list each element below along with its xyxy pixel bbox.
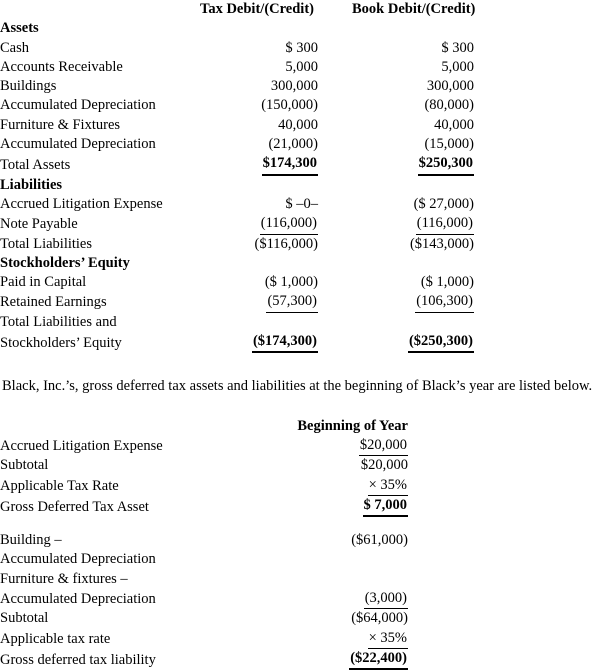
row-value-book: ($ 27,000) [413,195,474,212]
row-value-tax: $ –0– [285,195,318,212]
row-value-tax: $ 300 [285,39,318,56]
header-tail [474,0,600,19]
section-heading-row-liabilities [0,176,600,195]
section-heading-equity: Stockholders’ Equity [0,254,130,271]
table-row [0,570,600,589]
row-value-book: (116,000) [352,214,474,234]
row-value-tax: ($116,000) [254,235,318,252]
table-row [0,456,600,475]
row-label: Accumulated Depreciation [0,136,156,153]
row-value: $20,000 [360,457,408,474]
header-beginning-of-year: Beginning of Year [297,417,408,434]
row-value-book: ($143,000) [409,235,474,252]
table-row-continuation [0,589,600,609]
row-label: Applicable Tax Rate [0,477,119,494]
table-row [0,39,600,58]
table-header-row [0,0,600,19]
row-value-book: (80,000) [424,97,474,114]
row-value: (3,000) [276,589,408,609]
row-value: ($61,000) [351,532,408,549]
table-row [0,292,600,312]
row-label: Retained Earnings [0,294,107,311]
table-row [0,436,600,456]
table-header-row [0,417,600,436]
row-value: $20,000 [276,436,408,456]
row-value-tax: ($ 1,000) [264,274,318,291]
row-value-book [352,313,474,332]
table-row-gross-deferred-tax-liability [0,649,600,670]
row-value: ($22,400) [276,649,408,670]
table-row [0,531,600,550]
row-label: Accounts Receivable [0,58,123,75]
row-value-tax: 300,000 [270,78,318,95]
row-value-book: ($250,300) [352,332,474,353]
row-label: Applicable tax rate [0,630,111,647]
row-value: × 35% [276,476,408,496]
table-row-total-assets [0,154,600,175]
row-value-tax: ($174,300) [196,332,318,353]
table-row-total-liabilities [0,235,600,254]
table-row [0,195,600,214]
row-value-tax: 5,000 [285,58,318,75]
section-heading-assets: Assets [0,20,39,37]
section-heading-row-assets [0,19,600,38]
row-label: Accumulated Depreciation [0,97,156,114]
header-book: Book Debit/(Credit) [352,1,476,17]
row-value-book: 40,000 [434,116,474,133]
row-label: Building – [0,532,62,549]
table-row [0,313,600,332]
table-row [0,96,600,115]
row-label: Gross deferred tax liability [0,651,156,668]
table-row [0,77,600,96]
row-value: $ 7,000 [276,496,408,517]
row-value-tax: (57,300) [196,292,318,312]
row-value-book: 5,000 [441,58,474,75]
narrative-paragraph: Black, Inc.’s, gross deferred tax assets and liabilities at the beginning of Black’s year are listed below. [2,378,593,395]
section-heading-row-equity [0,254,600,273]
row-label: Furniture & fixtures – [0,570,128,587]
row-value-tax: $174,300 [196,154,318,175]
row-label: Accrued Litigation Expense [0,437,163,454]
header-label-blank [0,0,196,19]
table-row [0,609,600,628]
table-row [0,273,600,292]
row-label: Subtotal [0,610,49,627]
row-label-continuation: Accumulated Depreciation [0,551,156,568]
section-gap [0,517,600,531]
row-value: × 35% [276,629,408,649]
section-gap [0,397,600,417]
row-value-tax [196,313,318,332]
row-value-book: (15,000) [424,136,474,153]
table-row [0,214,600,234]
row-label: Cash [0,39,29,56]
header-tax: Tax Debit/(Credit) [200,1,314,17]
table-row [0,116,600,135]
row-value-tax: (150,000) [261,97,318,114]
row-label: Total Assets [0,157,71,174]
table-row-gross-deferred-tax-asset [0,496,600,517]
deferred-tax-liability-table [0,531,600,670]
row-label: Note Payable [0,216,78,233]
table-row [0,135,600,154]
row-label: Subtotal [0,457,49,474]
table-row-total-liab-equity [0,332,600,353]
row-value-book: $250,300 [352,154,474,175]
row-label: Gross Deferred Tax Asset [0,498,149,515]
header-gap [318,0,352,19]
row-label: Paid in Capital [0,274,87,291]
row-label: Total Liabilities and [0,313,117,330]
row-label: Total Liabilities [0,235,93,252]
row-label: Accrued Litigation Expense [0,195,163,212]
row-label: Stockholders’ Equity [0,335,122,352]
table-row-continuation [0,550,600,569]
row-value-book: $ 300 [441,39,474,56]
section-heading-liabilities: Liabilities [0,176,63,193]
row-value-book: (106,300) [352,292,474,312]
row-value-book: ($ 1,000) [420,274,474,291]
row-value-tax: 40,000 [278,116,318,133]
row-value-tax: (21,000) [268,136,318,153]
section-gap [0,353,600,377]
row-label: Buildings [0,78,57,95]
deferred-tax-asset-table [0,417,600,517]
table-row [0,58,600,77]
row-value-book: 300,000 [426,78,474,95]
row-value-tax: (116,000) [196,214,318,234]
row-value: ($64,000) [351,610,408,627]
row-label-continuation: Accumulated Depreciation [0,591,156,608]
table-row [0,476,600,496]
row-label: Furniture & Fixtures [0,116,121,133]
